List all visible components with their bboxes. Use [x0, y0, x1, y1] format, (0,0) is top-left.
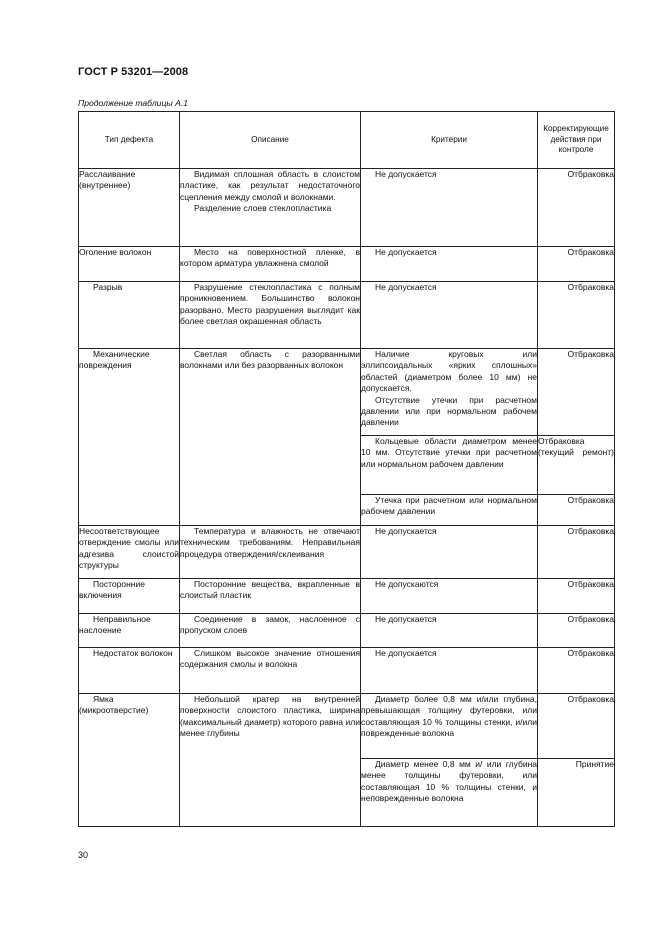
- table-row: [79, 579, 615, 614]
- table-header-row: [79, 112, 615, 169]
- header-criteria: Критерии: [361, 112, 538, 169]
- criteria-text: Отсутствие утечки при расчетном давлении или при нормальном рабочем давлении: [361, 394, 537, 428]
- defect-action: Отбраковка: [538, 579, 615, 614]
- criteria-text: Наличие круговых или эллипсоидальных «ярких сплошных» областей (диаметром более 10 мм) не допускается.: [361, 349, 537, 394]
- header-action: Корректирующие действия при контроле: [538, 112, 615, 169]
- defect-description: Разрушение стеклопластика с полным проникновением. Большинство волокон разорвано. Место разрушения выглядит как более светлая окрашенная область: [180, 282, 361, 349]
- defect-description: [180, 169, 361, 247]
- table-row: [79, 349, 615, 436]
- defect-action: Принятие: [538, 759, 615, 827]
- table-row: [79, 526, 615, 579]
- document-header: ГОСТ Р 53201—2008: [78, 66, 189, 78]
- defect-description: Небольшой кратер на внутренней поверхности слоистого пластика, ширина (максимальный диаметр) которого равна или менее глубины: [180, 694, 361, 827]
- defect-action: Отбраковка: [538, 648, 615, 694]
- defect-action: Отбраковка: [538, 614, 615, 648]
- defect-criteria: Не допускается: [361, 247, 538, 282]
- table-row: [79, 169, 615, 247]
- defect-type: Расслаивание (внутреннее): [79, 169, 180, 247]
- page-number: 30: [78, 850, 89, 860]
- defect-action: Отбраковка: [538, 349, 615, 436]
- table-row: [79, 247, 615, 282]
- defect-criteria: Не допускается: [361, 614, 538, 648]
- defect-action: Отбраковка: [538, 247, 615, 282]
- defect-criteria: Не допускаются: [361, 579, 538, 614]
- defect-action: Отбраковка: [538, 169, 615, 247]
- defect-criteria: Диаметр более 0,8 мм и/или глубина, превышающая толщину футеровки, или составляющая 10 % толщины стенки, и/или поврежденные волокна: [361, 694, 538, 759]
- defect-action: Отбраковка: [538, 526, 615, 579]
- defect-description: Светлая область с разорванными волокнами или без разорванных волокон: [180, 349, 361, 526]
- defect-criteria: Диаметр менее 0,8 мм и/ или глубина менее толщины футеровки, или составляющая 10 % толщины стенки, и неповрежденные волокна: [361, 759, 538, 827]
- defect-type: Недостаток волокон: [79, 648, 180, 694]
- defect-criteria: Не допускается: [361, 526, 538, 579]
- defect-criteria: Не допускается: [361, 648, 538, 694]
- defect-description: Место на поверхностной пленке, в котором арматура увлажнена смолой: [180, 247, 361, 282]
- description-text: Разделение слоев стеклопластика: [194, 203, 332, 214]
- table-row: [79, 282, 615, 349]
- defects-table: [78, 111, 615, 827]
- defect-action: Отбраковка: [538, 282, 615, 349]
- defect-type: Механические повреждения: [79, 349, 180, 526]
- defect-type: Разрыв: [79, 282, 180, 349]
- defect-action: Отбраковка (текущий ремонт): [538, 436, 615, 495]
- defect-action: Отбраковка: [538, 495, 615, 526]
- defect-description: Температура и влажность не отвечают техническим требованиям. Неправильная процедура отверждения/склеивания: [180, 526, 361, 579]
- defect-criteria: Не допускается: [361, 169, 538, 247]
- table-row: [79, 614, 615, 648]
- defect-type: Ямка (микроотверстие): [79, 694, 180, 827]
- defect-criteria: Утечка при расчетном или нормальном рабочем давлении: [361, 495, 538, 526]
- defect-criteria: Не допускается: [361, 282, 538, 349]
- defect-type: Несоответствующее отверждение смолы или адгезива слоистой структуры: [79, 526, 180, 579]
- defect-action: Отбраковка: [538, 694, 615, 759]
- defect-description: Слишком высокое значение отношения содержания смолы и волокна: [180, 648, 361, 694]
- defect-type: Посторонние включения: [79, 579, 180, 614]
- defect-criteria: [361, 349, 538, 436]
- defect-description: Соединение в замок, наслоенное с пропуском слоев: [180, 614, 361, 648]
- table-row: [79, 648, 615, 694]
- table-caption: Продолжение таблицы А.1: [78, 98, 188, 108]
- header-description: Описание: [180, 112, 361, 169]
- defect-criteria: Кольцевые области диаметром менее 10 мм. Отсутствие утечки при расчетном или нормальном рабочем давлении: [361, 436, 538, 495]
- defect-type: Неправильное наслоение: [79, 614, 180, 648]
- defect-type: Оголение волокон: [79, 247, 180, 282]
- header-type: Тип дефекта: [79, 112, 180, 169]
- defect-description: Посторонние вещества, вкрапленные в слоистый пластик: [180, 579, 361, 614]
- table-row: [79, 694, 615, 759]
- description-text: Видимая сплошная область в слоистом пластике, как результат недостаточного сцепления между смолой и волокнами.: [180, 169, 360, 202]
